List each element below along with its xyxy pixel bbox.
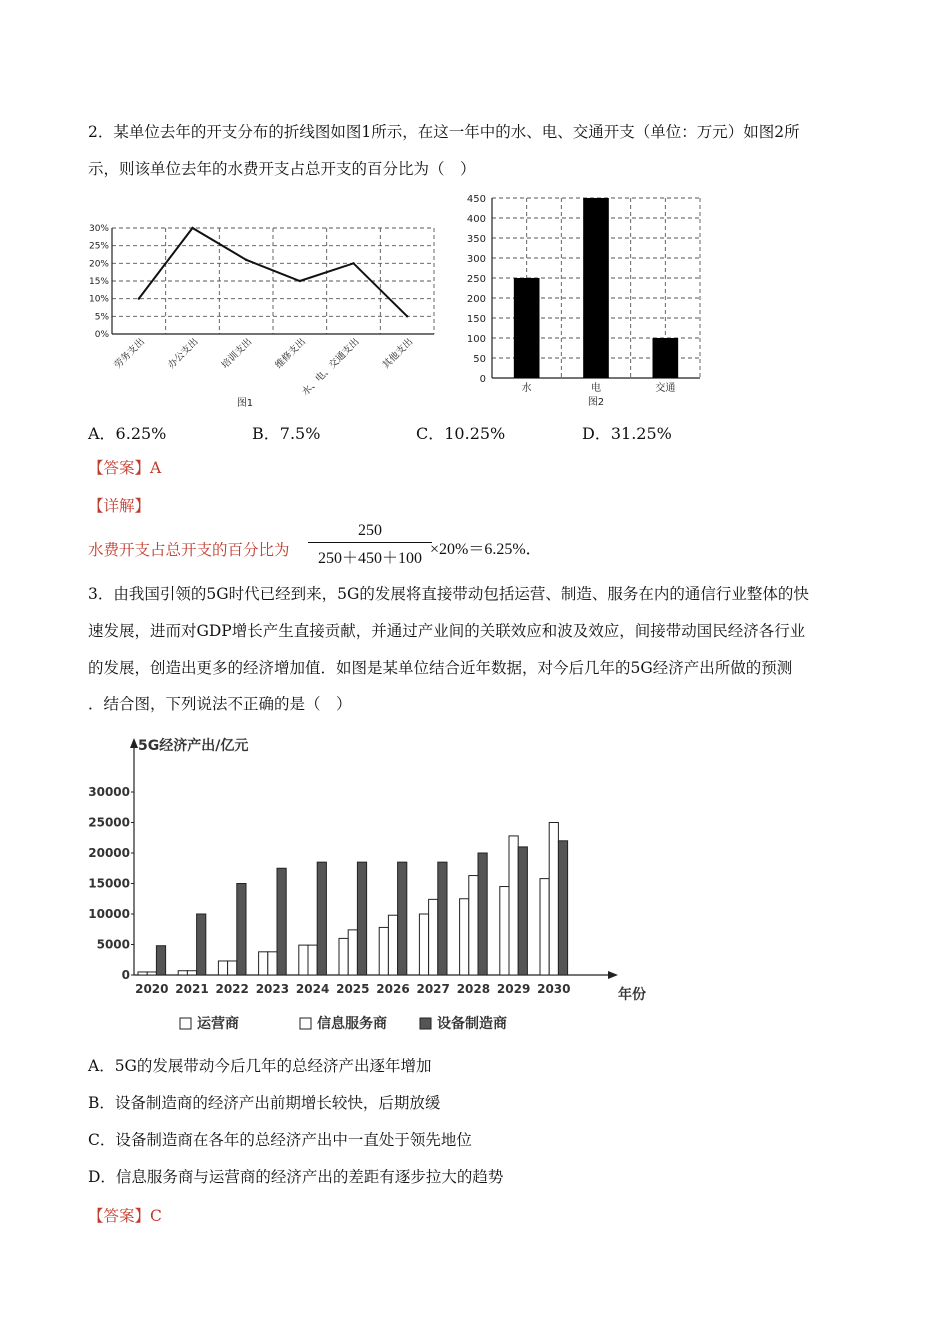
fraction — [308, 522, 432, 568]
fig2-y-tick-label: 450 — [466, 194, 486, 205]
fig2-category-label: 交通 — [655, 383, 676, 394]
fig3-bar-series3 — [398, 862, 407, 975]
fig1-point — [138, 297, 140, 299]
fig1-point — [191, 227, 193, 229]
q3-option-b: B．设备制造商的经济产出前期增长较快，后期放缓 — [88, 1094, 441, 1112]
figure-1-line-chart — [88, 218, 448, 416]
fig3-bar-series2 — [388, 915, 397, 975]
fig3-category-label: 2024 — [295, 982, 330, 996]
fig3-bar-series3 — [518, 847, 527, 975]
fig1-category-label: 办公支出 — [165, 336, 201, 372]
fig3-bar-series2 — [429, 899, 438, 975]
fig3-y-tick-label: 15000 — [88, 876, 130, 891]
fig1-category-label: 维修支出 — [273, 336, 308, 372]
fig3-bar-series2 — [509, 836, 518, 975]
fig1-category-label: 劳务支出 — [112, 336, 147, 372]
fig3-bar-series2 — [187, 971, 196, 975]
q3-option-d: D．信息服务商与运营商的经济产出的差距有逐步拉大的趋势 — [88, 1168, 504, 1186]
fig3-bar-series2 — [308, 945, 317, 975]
fig1-y-tick-label: 25% — [88, 241, 109, 252]
fig3-bar-series2 — [549, 823, 558, 976]
fig3-bar-series1 — [339, 938, 348, 975]
fig3-category-label: 2028 — [456, 982, 491, 996]
fig3-bar-series1 — [460, 899, 469, 975]
fig2-category-label: 水 — [521, 383, 532, 394]
fig3-category-label: 2023 — [255, 982, 290, 996]
fig3-y-tick-label: 30000 — [88, 785, 130, 799]
fig2-y-tick-label: 250 — [466, 274, 486, 285]
fraction-denominator: 250＋450＋100 — [317, 550, 422, 567]
q3-line2: 速发展，进而对GDP增长产生直接贡献，并通过产业间的关联效应和波及效应，间接带动国民经济各行业 — [88, 622, 806, 640]
fig3-bar-series1 — [540, 879, 549, 975]
fig3-legend-swatch — [180, 1018, 191, 1029]
q2-detail-result: ×20%＝6.25%． — [430, 541, 542, 558]
q2-line2: 示，则该单位去年的水费开支占总开支的百分比为（ ） — [88, 160, 476, 178]
fig2-bar-2 — [583, 198, 609, 378]
fig3-category-label: 2022 — [215, 982, 249, 996]
fig3-legend-label: 设备制造商 — [437, 1016, 507, 1032]
fig3-y-tick-label: 10000 — [88, 907, 130, 921]
fig1-category-label: 培训支出 — [219, 336, 255, 372]
q2-detail-label: 【详解】 — [88, 497, 151, 515]
q2-option-a: A．6.25% — [88, 424, 167, 443]
fig3-bar-series2 — [469, 876, 478, 975]
fig1-y-tick-label: 30% — [88, 224, 109, 234]
q3-answer: 【答案】C — [88, 1207, 162, 1225]
fig3-bar-series3 — [558, 841, 567, 975]
q2-detail-text: 水费开支占总开支的百分比为 — [88, 541, 290, 559]
fig2-y-tick-label: 100 — [466, 334, 486, 345]
fig1-y-tick-label: 0% — [94, 330, 109, 340]
fig2-y-tick-label: 200 — [466, 294, 486, 305]
q3-option-a: A．5G的发展带动今后几年的总经济产出逐年增加 — [88, 1057, 432, 1075]
fig2-y-tick-label: 350 — [466, 234, 486, 245]
figure-3-5g-chart — [88, 730, 648, 1040]
fig3-bar-series1 — [259, 952, 268, 975]
fig3-bar-series2 — [268, 952, 277, 975]
fig3-bar-series1 — [419, 914, 428, 975]
fig1-title: 图1 — [236, 398, 254, 409]
fig1-point — [245, 259, 247, 261]
q3-line4: ．结合图，下列说法不正确的是（ ） — [88, 695, 352, 713]
fig3-bar-series1 — [218, 961, 227, 975]
fig2-bar-3 — [653, 338, 679, 378]
fig1-y-tick-label: 20% — [88, 259, 109, 270]
fig1-y-tick-label: 5% — [94, 312, 109, 323]
q2-option-d: D．31.25% — [582, 424, 672, 443]
fig3-category-label: 2025 — [336, 982, 370, 996]
fig1-category-label: 水、电、交通支出 — [300, 336, 362, 398]
fig3-bar-series3 — [357, 862, 366, 975]
fig3-category-label: 2027 — [416, 982, 450, 996]
fig2-y-tick-label: 50 — [473, 354, 486, 365]
fig1-y-tick-label: 15% — [88, 277, 109, 287]
fig3-legend-swatch — [300, 1018, 311, 1029]
fig2-bar-1 — [514, 278, 540, 378]
fig2-y-tick-label: 300 — [466, 254, 486, 265]
fig3-category-label: 2021 — [175, 982, 209, 996]
fig3-y-tick-label: 20000 — [88, 846, 130, 860]
fig3-bar-series3 — [438, 862, 447, 975]
fig3-category-label: 2026 — [376, 982, 410, 996]
fig3-bar-series2 — [147, 972, 156, 975]
fig3-category-label: 2020 — [135, 982, 169, 996]
fig3-y-tick-label: 0 — [121, 968, 130, 982]
fig1-point — [299, 280, 301, 282]
fig3-bar-series3 — [317, 862, 326, 975]
q2-option-c: C．10.25% — [416, 424, 506, 443]
fig3-x-axis-arrow — [608, 971, 618, 979]
fig3-legend-swatch — [420, 1018, 431, 1029]
fig3-legend-label: 运营商 — [197, 1016, 239, 1032]
q3-line1: 3．由我国引领的5G时代已经到来，5G的发展将直接带动包括运营、制造、服务在内的通信行业整体的快 — [88, 585, 809, 603]
fig3-bar-series3 — [197, 914, 206, 975]
fig3-y-axis-title: 5G经济产出/亿元 — [138, 738, 249, 754]
fig3-bar-series3 — [237, 884, 246, 976]
fig3-bar-series2 — [228, 961, 237, 975]
figure-2-bar-chart — [462, 188, 712, 410]
fig3-bar-series1 — [178, 971, 187, 975]
fig2-category-label: 电 — [591, 383, 601, 394]
fig1-category-label: 其他支出 — [380, 336, 416, 372]
fig3-category-label: 2029 — [496, 982, 531, 996]
fig3-y-tick-label: 25000 — [88, 815, 130, 830]
q2-option-b: B．7.5% — [252, 424, 321, 443]
fig2-y-tick-label: 150 — [466, 314, 486, 325]
fig3-bar-series3 — [277, 868, 286, 975]
fig3-y-tick-label: 5000 — [96, 937, 130, 952]
fig3-x-axis-title: 年份 — [618, 987, 646, 1003]
fig3-bar-series1 — [299, 945, 308, 975]
fig3-bar-series3 — [156, 946, 165, 975]
q2-line1: 2．某单位去年的开支分布的折线图如图1所示，在这一年中的水、电、交通开支（单位：万元）如图2所 — [88, 123, 800, 141]
fig2-y-tick-label: 400 — [466, 214, 486, 225]
fig1-y-tick-label: 10% — [88, 294, 109, 305]
q2-answer: 【答案】A — [88, 459, 162, 477]
fig3-category-label: 2030 — [537, 982, 571, 996]
fig1-point — [406, 315, 408, 317]
fig3-legend-label: 信息服务商 — [317, 1016, 387, 1032]
fig2-y-tick-label: 0 — [479, 374, 486, 385]
fig3-bar-series2 — [348, 930, 357, 975]
fig3-y-axis-arrow — [130, 738, 138, 748]
fig3-bar-series1 — [500, 887, 509, 975]
fig3-bar-series1 — [138, 972, 147, 975]
q3-option-c: C．设备制造商在各年的总经济产出中一直处于领先地位 — [88, 1131, 472, 1149]
fraction-numerator: 250 — [308, 522, 432, 543]
fig1-point — [352, 262, 354, 264]
fig3-bar-series3 — [478, 853, 487, 975]
q3-line3: 的发展，创造出更多的经济增加值．如图是某单位结合近年数据，对今后几年的5G经济产出所做的预测 — [88, 659, 793, 677]
fig3-bar-series1 — [379, 927, 388, 975]
fig2-title: 图2 — [587, 397, 605, 408]
